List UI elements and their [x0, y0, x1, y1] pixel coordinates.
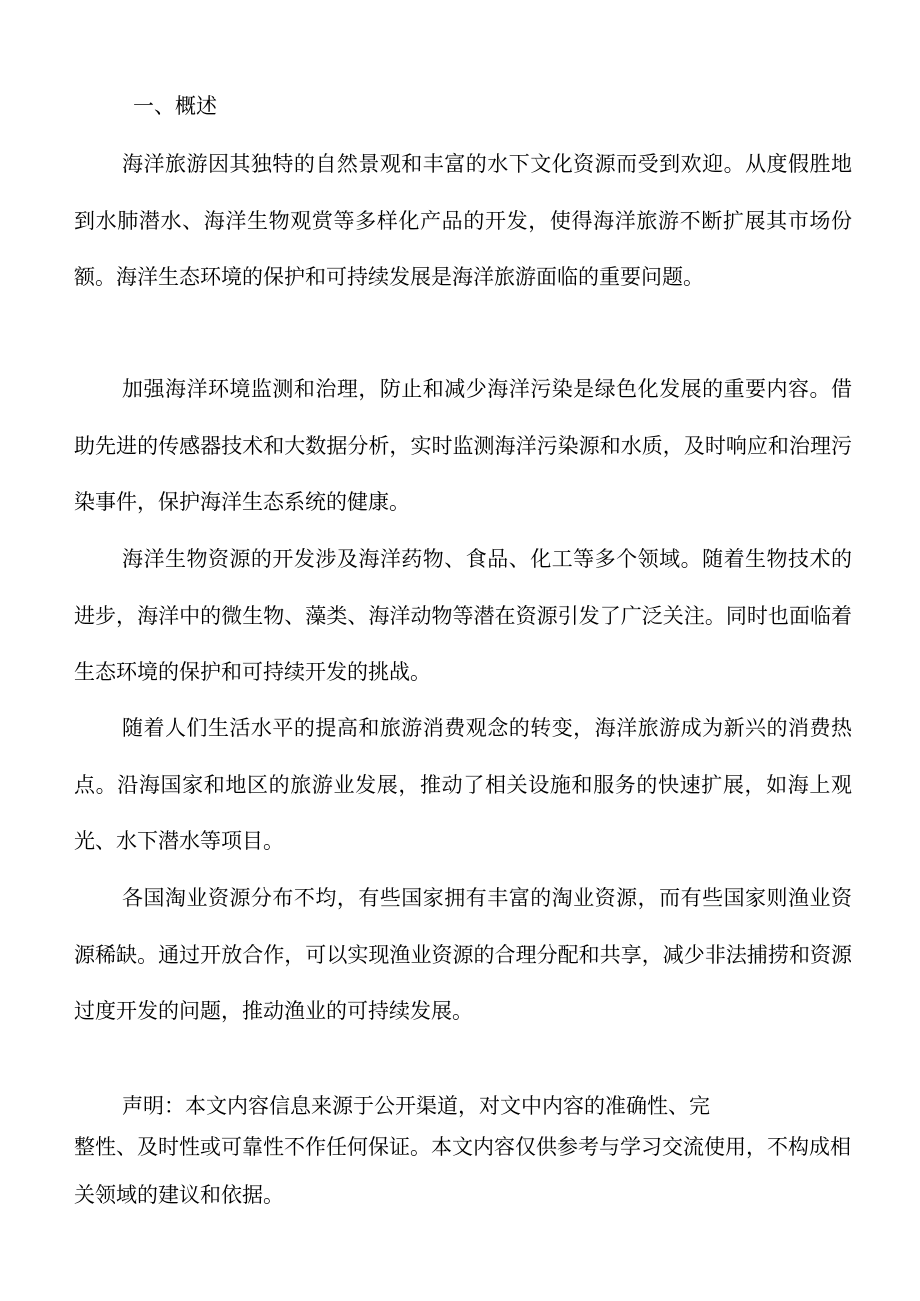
disclaimer-line-1: 声明：本文内容信息来源于公开渠道，对文中内容的准确性、完	[122, 1094, 710, 1118]
disclaimer-line-2: 整性、及时性或可靠性不作任何保证。本文内容仅供参考与学习交流使用，不构成相关领域的建议和依据。	[74, 1135, 851, 1207]
paragraph-marine-tourism: 海洋旅游因其独特的自然景观和丰富的水下文化资源而受到欢迎。从度假胜地到水肺潜水、海洋生物观赏等多样化产品的开发，使得海洋旅游不断扩展其市场份额。海洋生态环境的保护和可持续发展是海洋旅游面临的重要问题。	[74, 152, 852, 289]
paragraph-environment-monitoring: 加强海洋环境监测和治理，防止和减少海洋污染是绿色化发展的重要内容。借助先进的传感器技术和大数据分析，实时监测海洋污染源和水质，及时响应和治理污染事件，保护海洋生态系统的健康。	[74, 377, 852, 514]
paragraph-fishery-resources: 各国淘业资源分布不均，有些国家拥有丰富的淘业资源，而有些国家则渔业资源稀缺。通过开放合作，可以实现渔业资源的合理分配和共享，减少非法捕捞和资源过度开发的问题，推动渔业的可持续发展。	[74, 886, 852, 1023]
section-heading: 一、概述	[133, 94, 217, 118]
paragraph-marine-bio-resources: 海洋生物资源的开发涉及海洋药物、食品、化工等多个领域。随着生物技术的进步，海洋中的微生物、藻类、海洋动物等潜在资源引发了广泛关注。同时也面临着生态环境的保护和可持续开发的挑战。	[74, 547, 852, 684]
paragraph-tourism-consumption: 随着人们生活水平的提高和旅游消费观念的转变，海洋旅游成为新兴的消费热点。沿海国家和地区的旅游业发展，推动了相关设施和服务的快速扩展，如海上观光、水下潜水等项目。	[74, 716, 852, 853]
